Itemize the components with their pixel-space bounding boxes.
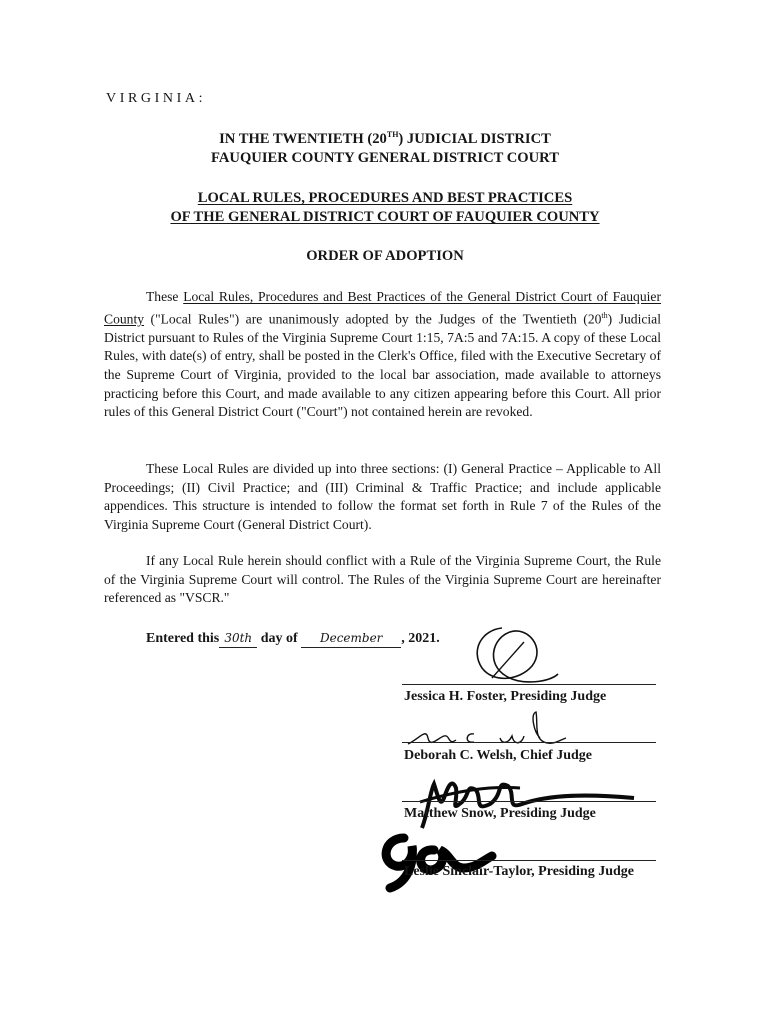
district-heading: IN THE TWENTIETH (20TH) JUDICIAL DISTRICT — [219, 130, 551, 147]
handwritten-signature-3 — [400, 772, 640, 832]
signature-line-3 — [402, 801, 656, 802]
local-rules-title-ref: Local Rules, Procedures and Best Practices of the General District Court of Fauquier County — [104, 289, 661, 327]
entry-month-field: December — [301, 631, 401, 648]
signature-line-2 — [402, 742, 656, 743]
conflict-paragraph: If any Local Rule herein should conflict with a Rule of the Virginia Supreme Court, the Rule of the Virginia Supreme Court will control. The Rules of the Virginia Supreme Court are hereinafter referenced as "VSCR." — [104, 553, 661, 606]
entry-day-field: 30th — [219, 631, 257, 648]
signature-line-1 — [402, 684, 656, 685]
title-line-1: LOCAL RULES, PROCEDURES AND BEST PRACTICES — [197, 190, 573, 206]
title-line-2: OF THE GENERAL DISTRICT COURT OF FAUQUIER COUNTY — [170, 209, 600, 225]
judge-name-3: Matthew Snow, Presiding Judge — [404, 806, 596, 821]
sections-paragraph: These Local Rules are divided up into three sections: (I) General Practice – Applicable to All Proceedings; (II) Civil Practice; and (III) Criminal & Traffic Practice; and include applicable appendices. This structure is intended to follow the format set forth in Rule 7 of the Rules of the Virginia Supreme Court (General District Court). — [104, 461, 661, 532]
handwritten-signature-4 — [378, 826, 518, 896]
signature-line-4 — [402, 860, 656, 861]
order-heading: ORDER OF ADOPTION — [306, 248, 464, 264]
judge-name-4: Leslie Sinclair-Taylor, Presiding Judge — [404, 864, 634, 879]
judge-name-2: Deborah C. Welsh, Chief Judge — [404, 748, 592, 763]
entry-date-line: Entered this 30th day of December , 2021. — [146, 631, 440, 646]
judge-name-1: Jessica H. Foster, Presiding Judge — [404, 689, 607, 704]
court-heading: FAUQUIER COUNTY GENERAL DISTRICT COURT — [211, 150, 559, 166]
handwritten-signature-1 — [462, 620, 572, 690]
state-caption: VIRGINIA: — [106, 91, 207, 106]
adoption-paragraph: These Local Rules, Procedures and Best Practices of the General District Court of Fauquier County ("Local Rules") are unanimously adopted by the Judges of the Twentieth (20th) Judicial District pursuant to Rules of the Virginia Supreme Court 1:15, 7A:5 and 7A:15. A copy of these Local Rules, with date(s) of entry, shall be posted in the Clerk's Office, filed with the Executive Secretary of the Supreme Court of Virginia, provided to the local bar association, made available to attorneys practicing before this Court, and made available to any citizen appearing before this Court. All prior rules of this General District Court ("Court") not contained herein are revoked. — [104, 289, 661, 420]
